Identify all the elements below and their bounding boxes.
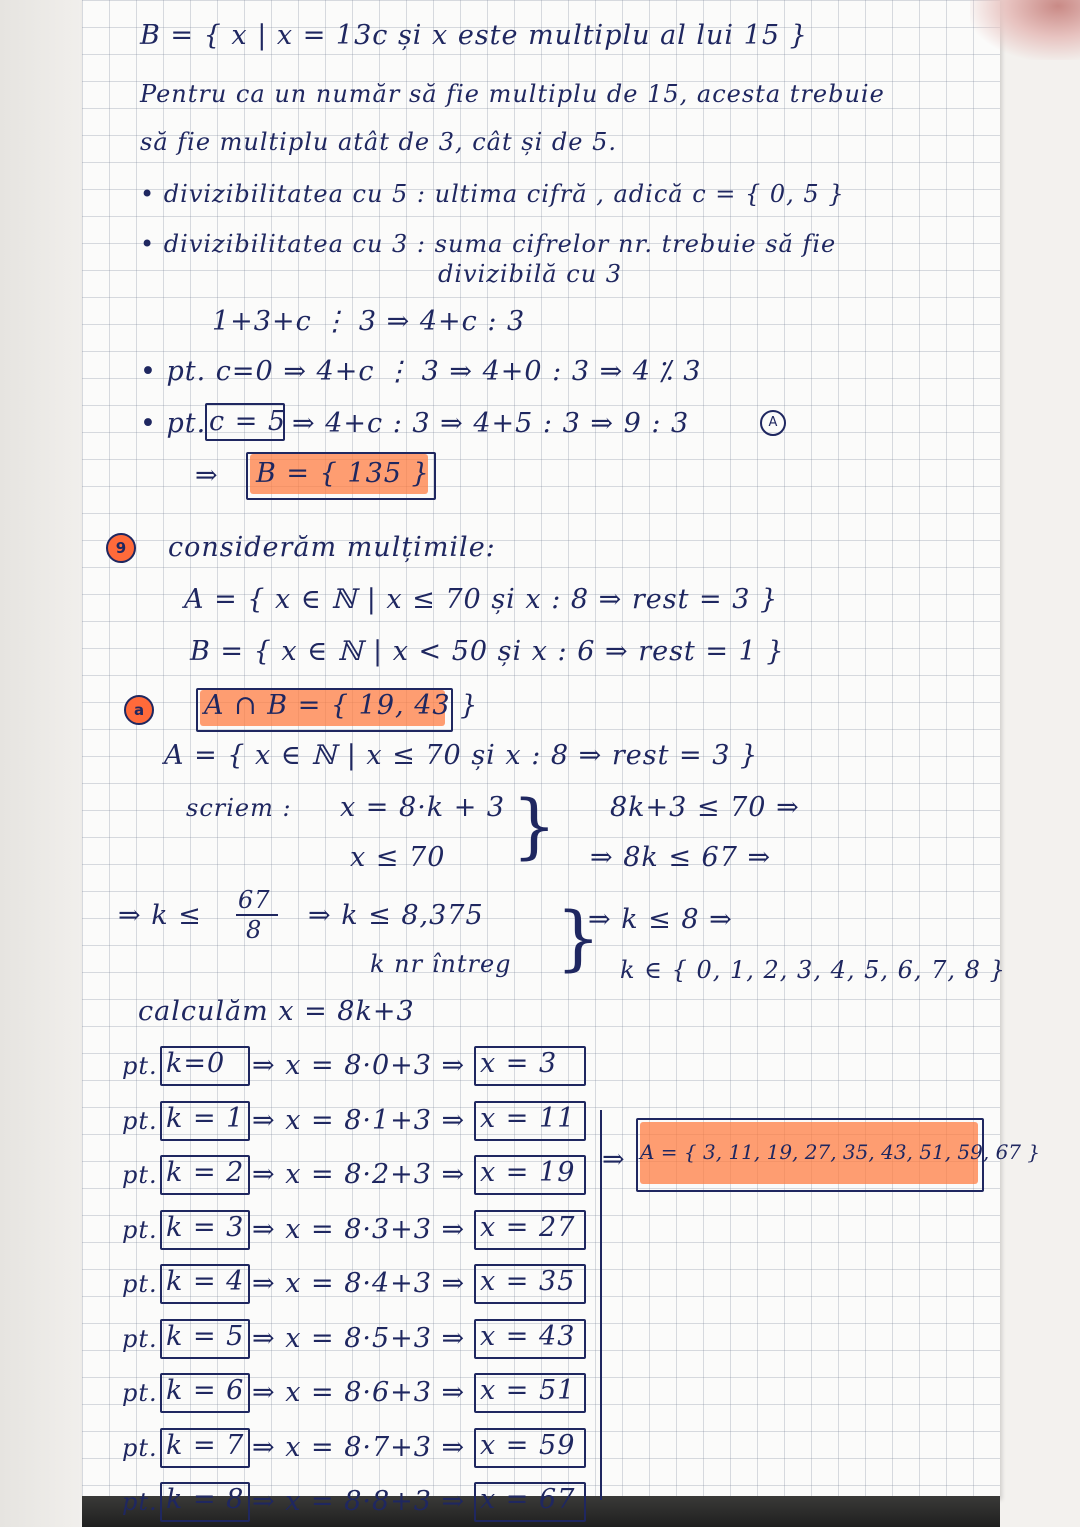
pt-label: pt. <box>122 1270 158 1298</box>
k-integer-note: k nr întreg <box>370 950 512 978</box>
pt-label: pt. <box>122 1052 158 1080</box>
x-value: x = 43 <box>480 1321 576 1352</box>
exercise-number-9: 9 <box>106 533 136 563</box>
part-a-marker: a <box>124 695 154 725</box>
set-b-definition-9: B = { x ∈ ℕ | x < 50 și x : 6 ⇒ rest = 1 } <box>190 636 785 667</box>
system-brace: } <box>512 785 557 867</box>
k-value: k = 5 <box>166 1321 245 1352</box>
x-expression: ⇒ x = 8·3+3 ⇒ <box>252 1214 466 1245</box>
case-c-5-prefix: • pt. <box>140 408 207 439</box>
set-a-definition: A = { x ∈ ℕ | x ≤ 70 și x : 8 ⇒ rest = 3 } <box>184 584 779 615</box>
pt-label: pt. <box>122 1434 158 1462</box>
k-value: k = 1 <box>166 1103 245 1134</box>
k-le-8: ⇒ k ≤ 8 ⇒ <box>588 904 733 935</box>
b-result: B = { 135 } <box>256 458 430 489</box>
pt-label: pt. <box>122 1488 158 1516</box>
divisibility-by-3: • divizibilitatea cu 3 : suma cifrelor nr. trebuie să fie <box>140 230 837 258</box>
x-expression: ⇒ x = 8·1+3 ⇒ <box>252 1105 466 1136</box>
x-expression: ⇒ x = 8·7+3 ⇒ <box>252 1432 466 1463</box>
x-expression: ⇒ x = 8·2+3 ⇒ <box>252 1159 466 1190</box>
intersection-answer: A ∩ B = { 19, 43 } <box>204 690 479 721</box>
sum-digits-condition: 1+3+c ⋮ 3 ⇒ 4+c : 3 <box>212 306 526 337</box>
k-decimal-value: ⇒ k ≤ 8,375 <box>308 900 484 931</box>
fraction-denominator: 8 <box>246 916 263 944</box>
x-value: x = 35 <box>480 1266 576 1297</box>
c-5-boxed-text: c = 5 <box>209 406 287 437</box>
background-left <box>0 0 82 1527</box>
k-le-label: ⇒ k ≤ <box>118 900 202 931</box>
true-mark: A <box>760 410 786 436</box>
pt-label: pt. <box>122 1107 158 1135</box>
set-b-definition: B = { x | x = 13c și x este multiplu al lui 15 } <box>140 20 808 51</box>
x-value: x = 51 <box>480 1375 576 1406</box>
multiple-explanation-line1: Pentru ca un număr să fie multiplu de 15, acesta trebuie <box>140 80 885 108</box>
case-c-0: • pt. c=0 ⇒ 4+c ⋮ 3 ⇒ 4+0 : 3 ⇒ 4 ⁒ 3 <box>140 356 702 387</box>
set-a-restated: A = { x ∈ ℕ | x ≤ 70 și x : 8 ⇒ rest = 3 } <box>164 740 759 771</box>
equation-x-limit: x ≤ 70 <box>350 842 446 873</box>
corner-stain <box>970 0 1080 60</box>
k-value: k = 7 <box>166 1430 245 1461</box>
x-value: x = 11 <box>480 1103 576 1134</box>
x-expression: ⇒ x = 8·8+3 ⇒ <box>252 1486 466 1517</box>
calculate-heading: calculăm x = 8k+3 <box>138 996 415 1027</box>
x-value: x = 67 <box>480 1484 576 1515</box>
pt-label: pt. <box>122 1161 158 1189</box>
k-value: k = 6 <box>166 1375 245 1406</box>
x-expression: ⇒ x = 8·0+3 ⇒ <box>252 1050 466 1081</box>
x-value: x = 59 <box>480 1430 576 1461</box>
equation-x: x = 8·k + 3 <box>340 792 506 823</box>
result-arrow: ⇒ <box>602 1144 626 1175</box>
x-expression: ⇒ x = 8·4+3 ⇒ <box>252 1268 466 1299</box>
fraction-numerator: 67 <box>238 886 271 914</box>
divisibility-by-3-cont: divizibilă cu 3 <box>438 260 623 288</box>
k-set: k ∈ { 0, 1, 2, 3, 4, 5, 6, 7, 8 } <box>620 956 1006 984</box>
k-value: k = 3 <box>166 1212 245 1243</box>
x-value: x = 19 <box>480 1157 576 1188</box>
k-value: k = 2 <box>166 1157 245 1188</box>
x-value: x = 3 <box>480 1048 558 1079</box>
inequality-step2: ⇒ 8k ≤ 67 ⇒ <box>590 842 772 873</box>
x-value: x = 27 <box>480 1212 576 1243</box>
exercise-9-title: considerăm mulțimile: <box>168 532 496 563</box>
x-expression: ⇒ x = 8·5+3 ⇒ <box>252 1323 466 1354</box>
pt-label: pt. <box>122 1325 158 1353</box>
b-result-arrow: ⇒ <box>195 460 219 491</box>
inequality-step1: 8k+3 ≤ 70 ⇒ <box>610 792 800 823</box>
k-value: k = 4 <box>166 1266 245 1297</box>
scriem-label: scriem : <box>186 794 292 822</box>
k-system-brace: } <box>556 897 601 979</box>
x-expression: ⇒ x = 8·6+3 ⇒ <box>252 1377 466 1408</box>
case-c-5-derivation: ⇒ 4+c : 3 ⇒ 4+5 : 3 ⇒ 9 : 3 <box>292 408 690 439</box>
pt-label: pt. <box>122 1379 158 1407</box>
k-value: k=0 <box>166 1048 226 1079</box>
set-a-result: A = { 3, 11, 19, 27, 35, 43, 51, 59, 67 } <box>640 1140 1041 1164</box>
pt-label: pt. <box>122 1216 158 1244</box>
divisibility-by-5: • divizibilitatea cu 5 : ultima cifră , adică c = { 0, 5 } <box>140 180 845 208</box>
multiple-explanation-line2: să fie multiplu atât de 3, cât și de 5. <box>140 128 617 156</box>
k-value: k = 8 <box>166 1484 245 1515</box>
